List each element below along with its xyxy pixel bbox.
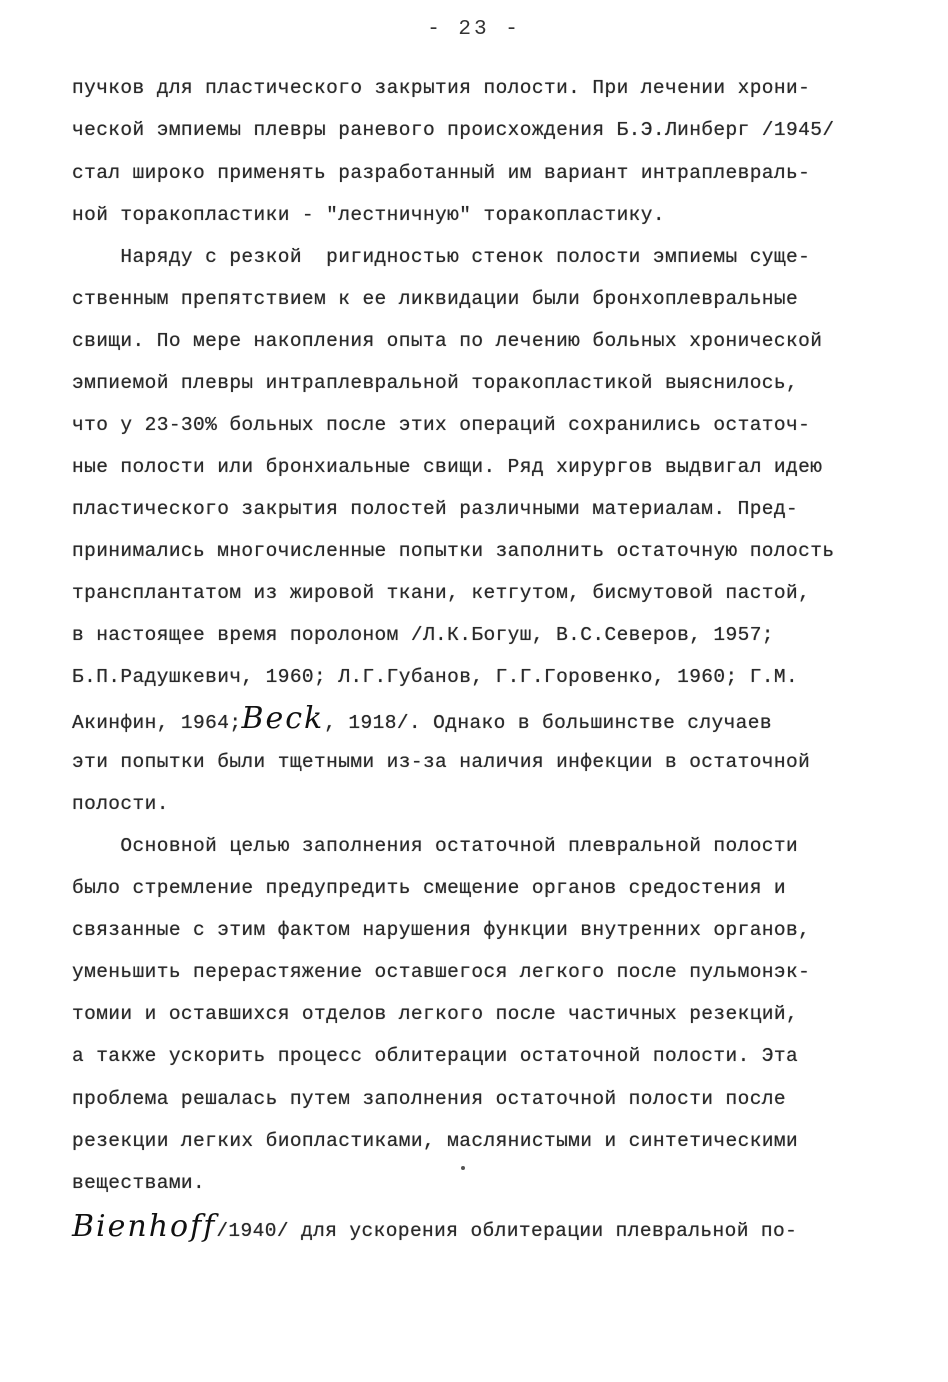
text-line: принимались многочисленные попытки заполнить остаточную полость [72,540,835,562]
text-line: ной торакопластики - "лестничную" торакопластику. [72,204,665,226]
text-fragment: , 1918/. Однако в большинстве случаев [324,712,772,734]
page-number: - 23 - [427,18,521,41]
text-line: эти попытки были тщетными из-за наличия инфекции в остаточной [72,751,811,773]
text-line: Основной целью заполнения остаточной плевральной полости [72,835,799,857]
text-line: эмпиемой плевры интраплевральной торакопластикой выяснилось, [72,372,799,394]
text-line: стал широко применять разработанный им вариант интраплевраль- [72,162,811,184]
text-line: а также ускорить процесс облитерации остаточной полости. Эта [72,1045,799,1067]
text-line: пучков для пластического закрытия полости. При лечении хрони- [72,77,811,99]
handwritten-bienhoff: Bienhoff [72,1209,217,1244]
text-line: ственным препятствием к ее ликвидации были бронхоплевральные [72,288,799,310]
text-line: Наряду с резкой ригидностью стенок полости эмпиемы суще- [72,246,811,268]
text-line: в настоящее время поролоном /Л.К.Богуш, В.С.Северов, 1957; [72,624,774,646]
text-line: томии и оставшихся отделов легкого после частичных резекций, [72,1003,799,1025]
text-line: ные полости или бронхиальные свищи. Ряд хирургов выдвигал идею [72,456,823,478]
text-line: Б.П.Радушкевич, 1960; Л.Г.Губанов, Г.Г.Горовенко, 1960; Г.М. [72,666,799,688]
text-line: было стремление предупредить смещение органов средостения и [72,877,787,899]
text-line: ческой эмпиемы плевры раневого происхождения Б.Э.Линберг /1945/ [72,119,835,141]
text-line: полости. [72,793,169,815]
text-line: что у 23-30% больных после этих операций сохранились остаточ- [72,414,811,436]
text-line-with-handwriting [72,701,772,736]
text-line: веществами. [72,1172,206,1194]
text-line: связанные с этим фактом нарушения функции внутренних органов, [72,919,811,941]
text-fragment: Акинфин, 1964; [72,712,242,734]
text-line-with-handwriting [72,1209,798,1244]
text-line: уменьшить перерастяжение оставшегося легкого после пульмонэк- [72,961,811,983]
handwritten-beck: Beck [241,701,325,736]
text-fragment: /1940/ для ускорения облитерации плевральной по- [216,1220,798,1242]
text-line: резекции легких биопластиками, маслянистыми и синтетическими [72,1130,799,1152]
text-line: свищи. По мере накопления опыта по лечению больных хронической [72,330,823,352]
text-line: трансплантатом из жировой ткани, кетгутом, бисмутовой пастой, [72,582,811,604]
text-line: проблема решалась путем заполнения остаточной полости после [72,1088,787,1110]
ink-dot [461,1166,465,1170]
text-line: пластического закрытия полостей различными материалам. Пред- [72,498,799,520]
